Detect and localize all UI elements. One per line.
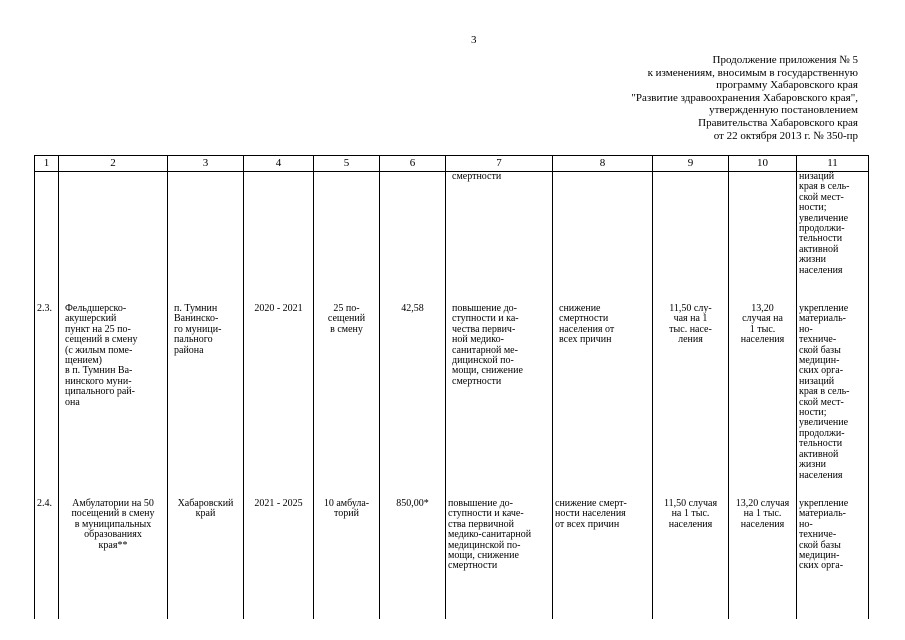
- table-row: [35, 282, 869, 488]
- table-cell: [35, 172, 59, 283]
- table-cell: [314, 172, 380, 283]
- appendix-heading: [518, 54, 858, 142]
- table-cell: [168, 172, 244, 283]
- program-table: [34, 155, 869, 619]
- table-cell: Хабаровский край: [168, 488, 244, 619]
- column-number: 9: [653, 156, 729, 172]
- column-number: 8: [553, 156, 653, 172]
- table-cell: [244, 172, 314, 283]
- table-cell: [59, 172, 168, 283]
- table-cell: снижение смерт- ности населения от всех причин: [553, 488, 653, 619]
- page-number: 3: [471, 34, 477, 46]
- table-cell: 2.4.: [35, 488, 59, 619]
- table-cell: низаций края в сель- ской мест- ности; увеличение продолжи- тельности активной жизни населения: [797, 172, 869, 283]
- column-number: 7: [446, 156, 553, 172]
- table-cell: [380, 172, 446, 283]
- table-cell: 13,20 случая на 1 тыс. населения: [729, 488, 797, 619]
- table-cell: повышение до- ступности и каче- ства первичной медико-санитарной медицинской по- мощи, снижение смертности: [446, 488, 553, 619]
- table-cell: 2.3.: [35, 282, 59, 488]
- table-cell: укрепление материаль- но- техниче- ской базы медицин- ских орга- низаций края в сель- ской мест- ности; увеличение продолжи- тельности активной жизни населения: [797, 282, 869, 488]
- appendix-line: к изменениям, вносимым в государственную: [647, 66, 858, 79]
- column-number: 4: [244, 156, 314, 172]
- table-cell: [729, 172, 797, 283]
- table-cell: 2021 - 2025: [244, 488, 314, 619]
- table-row: [35, 172, 869, 283]
- table-cell: 850,00*: [380, 488, 446, 619]
- appendix-line: от 22 октября 2013 г. № 350-пр: [713, 129, 858, 142]
- column-number: 11: [797, 156, 869, 172]
- table-cell: Фельдшерско- акушерский пункт на 25 по- сещений в смену (с жилым поме- щением) в п. Тумнин Ва- нинского муни- ципального рай- она: [59, 282, 168, 488]
- table-cell: [553, 172, 653, 283]
- column-number: 6: [380, 156, 446, 172]
- table-cell: 25 по- сещений в смену: [314, 282, 380, 488]
- column-number: 1: [35, 156, 59, 172]
- table-cell: повышение до- ступности и ка- чества первич- ной медико- санитарной ме- дицинской по- мощи, снижение смертности: [446, 282, 553, 488]
- table-cell: 11,50 случая на 1 тыс. населения: [653, 488, 729, 619]
- column-number: 5: [314, 156, 380, 172]
- table-cell: п. Тумнин Ванинско- го муници- пального района: [168, 282, 244, 488]
- table-row: [35, 488, 869, 619]
- table-cell: 11,50 слу- чая на 1 тыс. насе- ления: [653, 282, 729, 488]
- appendix-line: программу Хабаровского края: [716, 79, 858, 92]
- table-cell: 13,20 случая на 1 тыс. населения: [729, 282, 797, 488]
- table-cell: 10 амбула- торий: [314, 488, 380, 619]
- table-cell: смертности: [446, 172, 553, 283]
- column-number: 3: [168, 156, 244, 172]
- table-cell: снижение смертности населения от всех причин: [553, 282, 653, 488]
- column-number: 2: [59, 156, 168, 172]
- appendix-line: Правительства Хабаровского края: [698, 116, 858, 129]
- table-cell: [653, 172, 729, 283]
- appendix-line: "Развитие здравоохранения Хабаровского края",: [631, 91, 858, 104]
- table-cell: укрепление материаль- но- техниче- ской базы медицин- ских орга-: [797, 488, 869, 619]
- column-number: 10: [729, 156, 797, 172]
- appendix-line: утвержденную постановлением: [709, 104, 858, 117]
- column-number-row: [35, 156, 869, 172]
- table-cell: 42,58: [380, 282, 446, 488]
- appendix-line: Продолжение приложения № 5: [712, 54, 858, 66]
- table-cell: 2020 - 2021: [244, 282, 314, 488]
- table-cell: Амбулатории на 50 посещений в смену в муниципальных образованиях края**: [59, 488, 168, 619]
